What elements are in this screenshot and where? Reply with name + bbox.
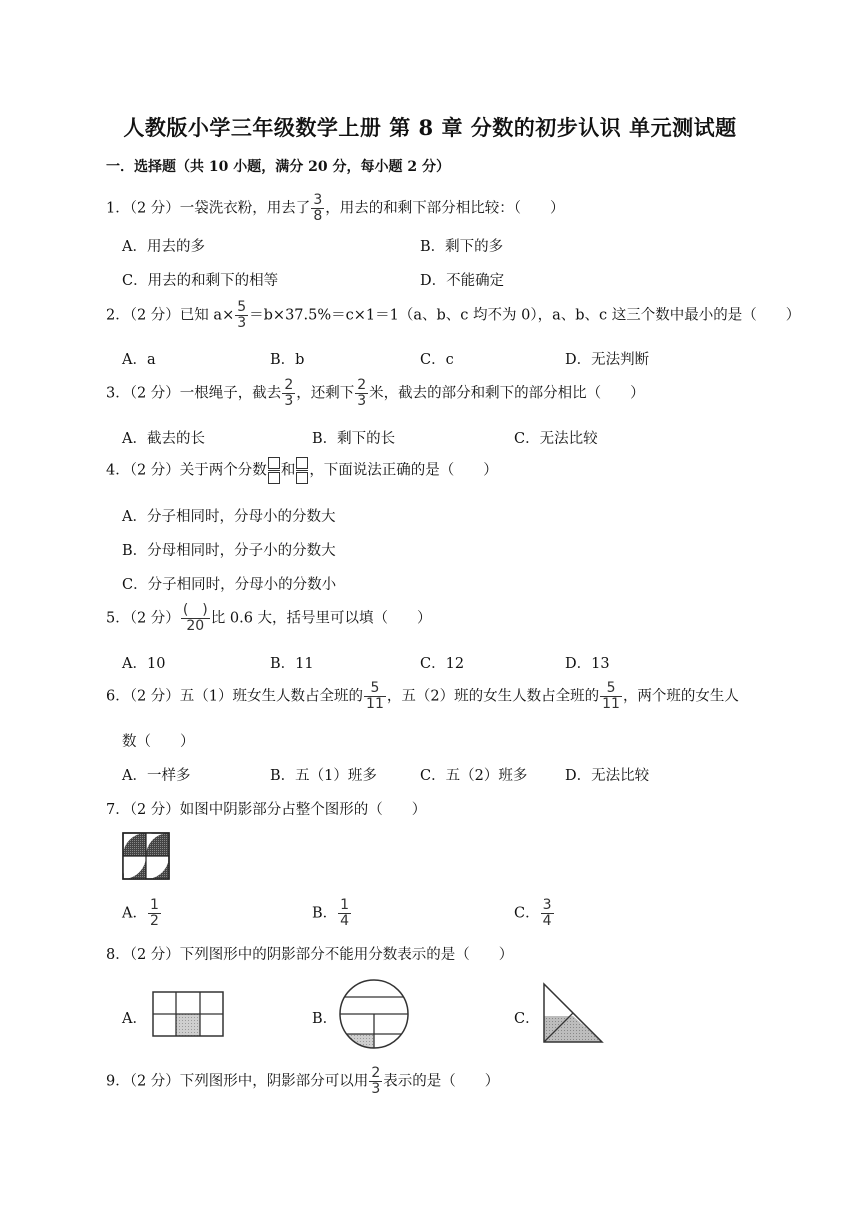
- option-c[interactable]: C．c: [420, 352, 454, 368]
- question-text: ，用去的和剩下部分相比较：（ ）: [325, 200, 565, 217]
- question-text: 1．（2 分）一袋洗衣粉，用去了: [106, 200, 311, 217]
- option-a[interactable]: A．分子相同时，分母小的分数大: [122, 509, 336, 525]
- fraction: $\frac{2}{3}$: [357, 377, 367, 409]
- option-b[interactable]: B．: [312, 1011, 338, 1027]
- option-c[interactable]: C．用去的和剩下的相等: [122, 273, 279, 289]
- fraction: $\frac{1}{2}$: [149, 897, 159, 929]
- fraction: $\frac{2}{3}$: [371, 1065, 381, 1097]
- question-text: 6．（2 分）五（1）班女生人数占全班的: [106, 688, 364, 705]
- option-d[interactable]: D．13: [565, 656, 610, 672]
- box-fraction: [268, 456, 280, 485]
- question-7: 7．（2 分）如图中阴影部分占整个图形的（ ）: [106, 802, 427, 818]
- question-text: 米，截去的部分和剩下的部分相比（ ）: [369, 385, 645, 402]
- question-text: 比 0.6 大，括号里可以填（ ）: [210, 610, 432, 627]
- question-6-continued: 数（ ）: [122, 734, 195, 750]
- fraction: $\frac{2}{3}$: [284, 377, 294, 409]
- option-a[interactable]: A．: [122, 1011, 147, 1027]
- option-a[interactable]: A．a: [122, 352, 156, 368]
- grid-rectangle-figure: [152, 990, 224, 1038]
- option-b[interactable]: B．剩下的多: [420, 239, 504, 255]
- question-9: [106, 1066, 499, 1097]
- question-text: ，两个班的女生人: [622, 688, 739, 705]
- fraction: $\frac{1}{4}$: [340, 897, 350, 929]
- question-text: 9．（2 分）下列图形中，阴影部分可以用: [106, 1073, 369, 1090]
- question-text: 5．（2 分）: [106, 610, 180, 627]
- option-c[interactable]: C．12: [420, 656, 465, 672]
- option-a[interactable]: A．截去的长: [122, 431, 205, 447]
- quarter-circle-figure: [122, 832, 170, 880]
- striped-circle-figure: [336, 978, 412, 1050]
- option-a[interactable]: A．用去的多: [122, 239, 205, 255]
- option-b[interactable]: B．b: [270, 352, 305, 368]
- option-d[interactable]: D．无法比较: [565, 768, 650, 784]
- question-5: [106, 603, 432, 634]
- option-b[interactable]: B．11: [270, 656, 314, 672]
- fraction: $\frac{5}{11}$: [366, 680, 384, 712]
- option-b[interactable]: B． $\frac{1}{4}$: [312, 897, 350, 929]
- question-text: 3．（2 分）一根绳子，截去: [106, 385, 282, 402]
- question-text: 和: [280, 462, 296, 479]
- option-c[interactable]: C． $\frac{3}{4}$: [514, 897, 552, 929]
- option-c[interactable]: C．分子相同时，分母小的分数小: [122, 577, 337, 593]
- question-3: [106, 378, 645, 409]
- option-b[interactable]: B．剩下的长: [312, 431, 396, 447]
- question-8: 8．（2 分）下列图形中的阴影部分不能用分数表示的是（ ）: [106, 947, 514, 963]
- option-d[interactable]: D．无法判断: [565, 352, 650, 368]
- fraction: $\frac{3}{4}$: [542, 897, 552, 929]
- fraction: $\frac{5}{11}$: [602, 680, 620, 712]
- question-6: [106, 681, 739, 712]
- section-heading: 一．选择题（共 10 小题，满分 20 分，每小题 2 分）: [106, 159, 450, 175]
- question-text: 表示的是（ ）: [383, 1073, 500, 1090]
- option-d[interactable]: D．不能确定: [420, 273, 505, 289]
- question-1: [106, 193, 564, 224]
- question-2: [106, 300, 800, 331]
- fraction: $\frac{5}{3}$: [237, 299, 247, 331]
- option-c[interactable]: C．: [514, 1011, 540, 1027]
- question-text: 4．（2 分）关于两个分数: [106, 462, 267, 479]
- option-b[interactable]: B．分母相同时，分子小的分数大: [122, 543, 336, 559]
- option-c[interactable]: C．无法比较: [514, 431, 598, 447]
- question-4: [106, 456, 498, 485]
- fraction: $\frac{( )}{20}$: [182, 602, 208, 634]
- fraction: $\frac{3}{8}$: [313, 192, 323, 224]
- option-c[interactable]: C．五（2）班多: [420, 768, 528, 784]
- question-text: ，五（2）班的女生人数占全班的: [386, 688, 600, 705]
- triangle-figure: [540, 982, 606, 1046]
- option-b[interactable]: B．五（1）班多: [270, 768, 377, 784]
- option-a[interactable]: A．一样多: [122, 768, 191, 784]
- question-text: 2．（2 分）已知 a×: [106, 307, 235, 324]
- box-fraction: [296, 456, 308, 485]
- question-text: ，下面说法正确的是（ ）: [309, 462, 498, 479]
- page-title: 人教版小学三年级数学上册 第 8 章 分数的初步认识 单元测试题: [123, 115, 737, 140]
- question-text: ＝b×37.5%＝c×1＝1（a、b、c 均不为 0），a、b、c 这三个数中最小的是（ ）: [249, 307, 801, 324]
- question-text: ，还剩下: [296, 385, 355, 402]
- option-a[interactable]: A．10: [122, 656, 166, 672]
- option-a[interactable]: A． $\frac{1}{2}$: [122, 897, 159, 929]
